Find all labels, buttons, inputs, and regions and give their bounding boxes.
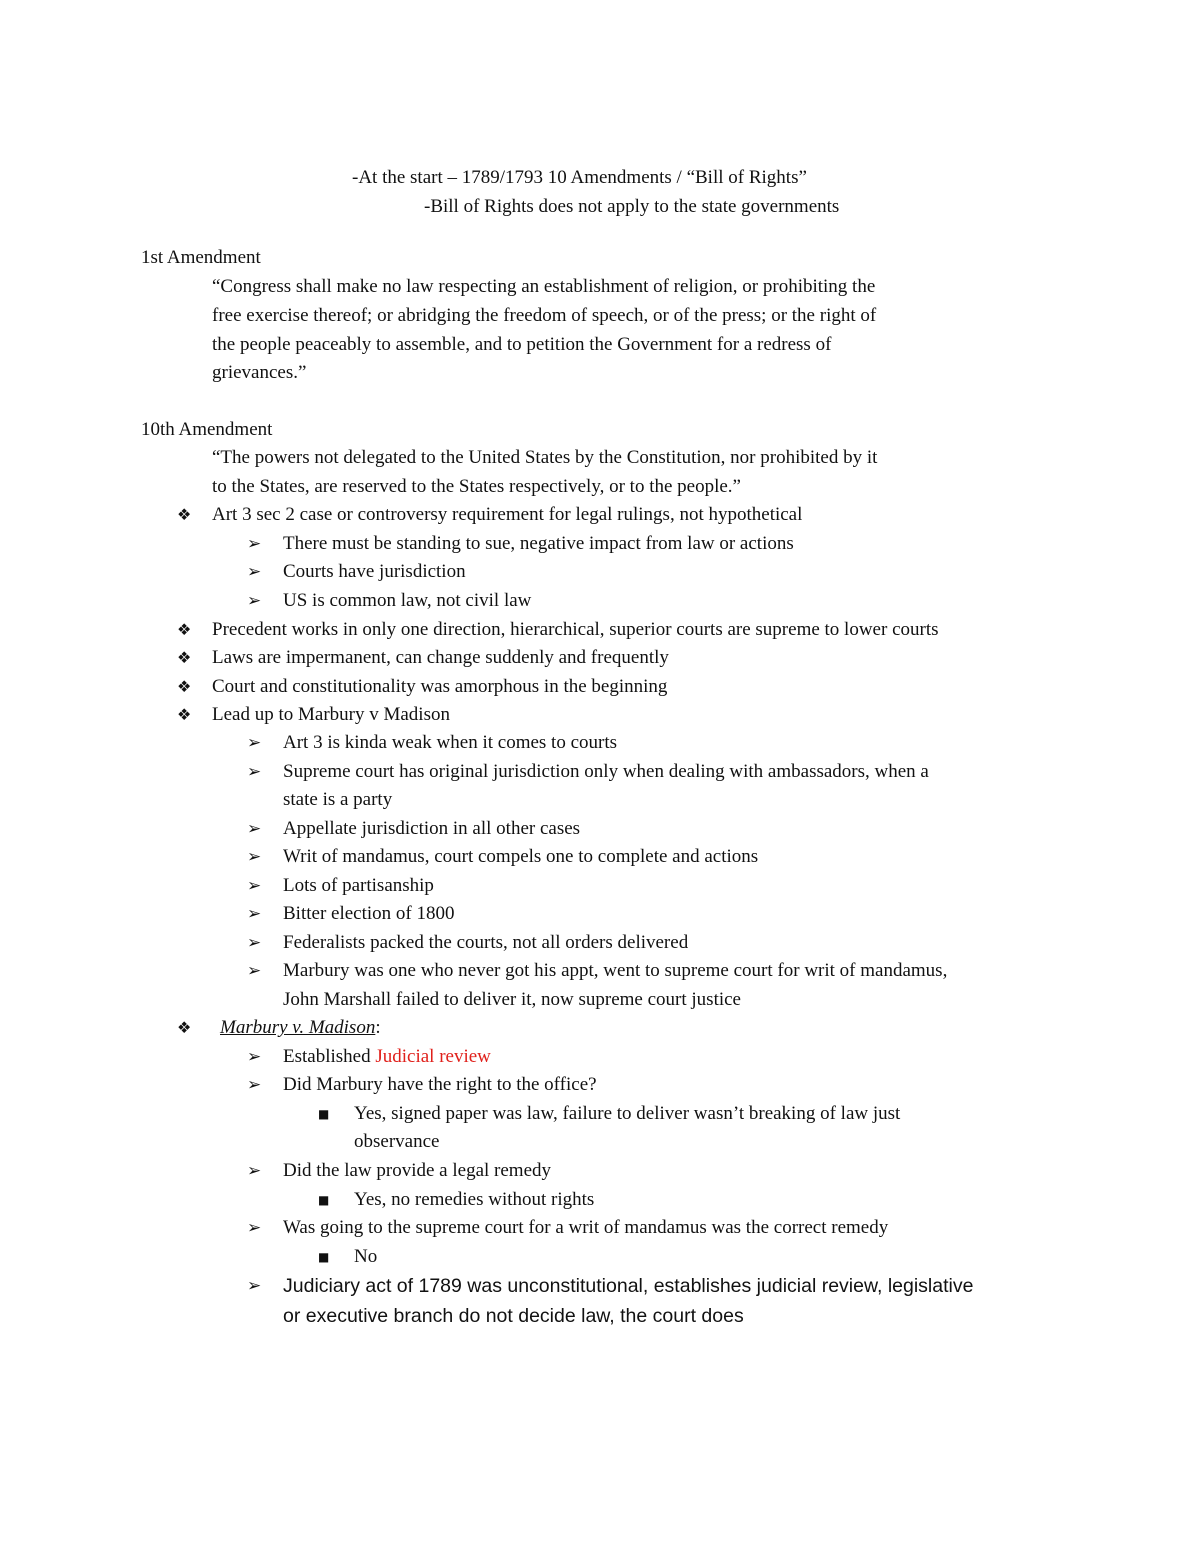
arrow-bullet-icon: ➢ — [247, 591, 262, 611]
list-item-text: Writ of mandamus, court compels one to complete and actions — [283, 846, 759, 867]
tenth-amendment-quote-line: “The powers not delegated to the United States by the Constitution, nor prohibited by it — [212, 447, 878, 468]
first-amendment-quote-line: “Congress shall make no law respecting an establishment of religion, or prohibiting the — [212, 276, 876, 297]
arrow-bullet-icon: ➢ — [247, 562, 262, 582]
square-bullet-icon: ■ — [318, 1193, 330, 1207]
judicial-review-highlight: Judicial review — [375, 1046, 491, 1067]
arrow-bullet-icon: ➢ — [247, 1161, 262, 1181]
list-item-text: Was going to the supreme court for a writ of mandamus was the correct remedy — [283, 1217, 889, 1238]
tenth-amendment-quote-line: to the States, are reserved to the States respectively, or to the people.” — [212, 476, 741, 497]
first-amendment-quote-line: grievances.” — [212, 362, 307, 383]
arrow-bullet-icon: ➢ — [247, 876, 262, 896]
list-item-continuation: state is a party — [283, 789, 393, 810]
diamond-bullet-icon: ❖ — [177, 648, 192, 667]
diamond-bullet-icon: ❖ — [177, 1018, 192, 1037]
arrow-bullet-icon: ➢ — [247, 819, 262, 839]
list-item-text: Yes, signed paper was law, failure to deliver wasn’t breaking of law just — [354, 1103, 901, 1124]
list-item-text: Appellate jurisdiction in all other cases — [283, 818, 581, 839]
list-item-text: Yes, no remedies without rights — [354, 1189, 595, 1210]
tenth-amendment-heading: 10th Amendment — [141, 419, 273, 440]
case-title-line — [220, 1014, 381, 1043]
square-bullet-icon: ■ — [318, 1250, 330, 1264]
first-amendment-heading: 1st Amendment — [141, 247, 261, 268]
list-item-text: Lead up to Marbury v Madison — [212, 704, 450, 725]
list-item-text: There must be standing to sue, negative impact from law or actions — [283, 533, 794, 554]
arrow-bullet-icon: ➢ — [247, 1218, 262, 1238]
square-bullet-icon: ■ — [318, 1107, 330, 1121]
list-item-continuation: observance — [354, 1131, 440, 1152]
arrow-bullet-icon: ➢ — [247, 904, 262, 924]
list-item-text: Supreme court has original jurisdiction only when dealing with ambassadors, when a — [283, 761, 929, 782]
arrow-bullet-icon: ➢ — [247, 1075, 262, 1095]
list-item-text: Art 3 is kinda weak when it comes to courts — [283, 732, 618, 753]
first-amendment-quote-line: free exercise thereof; or abridging the freedom of speech, or of the press; or the right of — [212, 305, 877, 326]
header-line-2: -Bill of Rights does not apply to the state governments — [424, 196, 840, 217]
case-title: Marbury v. Madison — [220, 1017, 376, 1038]
list-item-continuation: John Marshall failed to deliver it, now supreme court justice — [283, 989, 741, 1010]
list-item-text: Art 3 sec 2 case or controversy requirement for legal rulings, not hypothetical — [212, 504, 803, 525]
list-item-text: Federalists packed the courts, not all orders delivered — [283, 932, 689, 953]
diamond-bullet-icon: ❖ — [177, 505, 192, 524]
list-item-text: Bitter election of 1800 — [283, 903, 455, 924]
list-item-text: No — [354, 1246, 378, 1267]
diamond-bullet-icon: ❖ — [177, 677, 192, 696]
arrow-bullet-icon: ➢ — [247, 1276, 262, 1296]
first-amendment-quote-line: the people peaceably to assemble, and to petition the Government for a redress of — [212, 334, 832, 355]
arrow-bullet-icon: ➢ — [247, 961, 262, 981]
arrow-bullet-icon: ➢ — [247, 933, 262, 953]
diamond-bullet-icon: ❖ — [177, 705, 192, 724]
case-title-colon: : — [375, 1017, 381, 1038]
list-item-text: Did the law provide a legal remedy — [283, 1160, 552, 1181]
list-item-text: Judiciary act of 1789 was unconstitutional, establishes judicial review, legislative — [283, 1275, 974, 1297]
list-item-text: Court and constitutionality was amorphous in the beginning — [212, 676, 668, 697]
diamond-bullet-icon: ❖ — [177, 620, 192, 639]
list-item-continuation: or executive branch do not decide law, the court does — [283, 1305, 744, 1327]
list-item-text: Lots of partisanship — [283, 875, 434, 896]
list-item-text: Did Marbury have the right to the office? — [283, 1074, 597, 1095]
list-item-text: Laws are impermanent, can change suddenly and frequently — [212, 647, 669, 668]
arrow-bullet-icon: ➢ — [247, 847, 262, 867]
arrow-bullet-icon: ➢ — [247, 762, 262, 782]
arrow-bullet-icon: ➢ — [247, 733, 262, 753]
header-line-1: -At the start – 1789/1793 10 Amendments / “Bill of Rights” — [352, 167, 807, 188]
list-item-text: US is common law, not civil law — [283, 590, 532, 611]
arrow-bullet-icon: ➢ — [247, 534, 262, 554]
list-item-text: Courts have jurisdiction — [283, 561, 466, 582]
arrow-bullet-icon: ➢ — [247, 1047, 262, 1067]
established-prefix: Established — [283, 1046, 376, 1067]
list-item-text: Marbury was one who never got his appt, went to supreme court for writ of mandamus, — [283, 960, 948, 981]
list-item-text — [283, 1043, 491, 1072]
list-item-text: Precedent works in only one direction, hierarchical, superior courts are supreme to lower courts — [212, 619, 939, 640]
